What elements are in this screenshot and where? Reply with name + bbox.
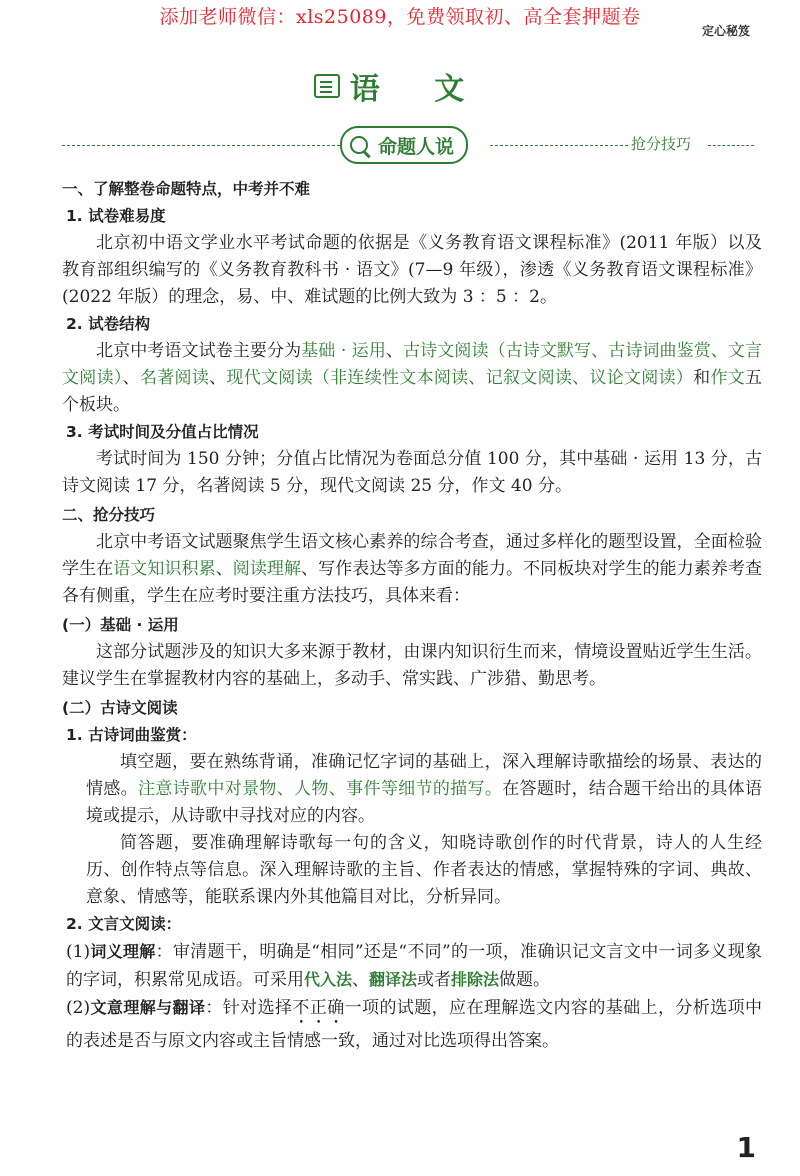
corner-label: 定心秘笈 [701, 24, 750, 38]
term: 文意理解与翻译 [90, 998, 206, 1017]
page-title-wrap [0, 64, 800, 108]
term: 词义理解 [90, 942, 156, 961]
list-item [62, 994, 762, 1055]
section-heading: 1. 古诗词曲鉴赏： [66, 726, 197, 744]
subject-title: 语 文 [349, 72, 487, 107]
text-run: 在答题时，结合题干给出的具体语境或提示，从诗歌中寻找对应的内容。 [86, 779, 763, 826]
section-rule-left [62, 145, 340, 146]
section-heading: 2. 文言文阅读： [66, 915, 182, 933]
highlight-text: 古诗文阅读（古诗文默写、古诗词曲鉴赏、文言文阅读） [62, 341, 763, 388]
page-number: 1 [736, 1131, 756, 1164]
section-heading: 2. 试卷结构 [66, 315, 151, 333]
text-run: 一项的试题，应在理解选文内容的基础上，分析选项中的表述是否与原文内容或主旨情感一致，通过对比选项得出答案。 [66, 998, 763, 1051]
subsection-heading: (一）基础 · 运用 [62, 616, 179, 634]
promo-banner: 添加老师微信：xls25089，免费领取初、高全套押题卷 [159, 6, 641, 28]
text-run: 、 [385, 341, 404, 361]
text-run: 五个板块。 [62, 368, 763, 415]
section-rule-right [708, 145, 754, 146]
emphasis-text: 不正确 [292, 998, 345, 1018]
part2-heading: 二、抢分技巧 [62, 506, 156, 524]
paragraph [62, 529, 762, 610]
highlight-text: 作文 [710, 368, 746, 388]
paragraph [62, 749, 762, 830]
text-run: 填空题，要在熟练背诵，准确记忆字词的基础上，深入理解诗歌描绘的场景、表达的情感。 [86, 752, 762, 799]
highlight-text: 排除法 [451, 970, 500, 989]
highlight-text: 阅读理解 [232, 559, 302, 579]
section-badge-label: 命题人说 [378, 135, 455, 158]
highlight-text: 基础 · 运用 [301, 341, 386, 361]
item-number: (1) [66, 942, 91, 962]
text-run: 或者 [417, 970, 452, 990]
item-number: (2) [66, 998, 91, 1018]
highlight-text: 语文知识积累 [113, 559, 216, 579]
highlight-text: 注意诗歌中对景物、人物、事件等细节的描写。 [138, 779, 503, 799]
part1-heading: 一、了解整卷命题特点，中考并不难 [62, 180, 311, 198]
paragraph: 北京初中语文学业水平考试命题的依据是《义务教育语文课程标准》(2011 年版）以及教育部组织编写的《义务教育教科书 · 语文》(7—9 年级），渗透《义务教育语文课程标准》(2022 年版）的理念，易、中、难试题的比例大致为 3 ：5 ：2。 [62, 233, 762, 307]
subsection-heading: (二）古诗文阅读 [62, 699, 178, 717]
highlight-text: 名著阅读 [139, 368, 210, 388]
text-run: 、 [215, 559, 233, 579]
text-run: 、写作表达等多方面的能力。不同板块对学生的能力素养考查各有侧重，学生在应考时要注重方法技巧，具体来看： [62, 559, 763, 606]
section-tag: 抢分技巧 [631, 135, 692, 153]
page-title [314, 64, 486, 108]
highlight-text: 翻译法 [369, 970, 418, 989]
paragraph: 这部分试题涉及的知识大多来源于教材，由课内知识衍生而来，情境设置贴近学生生活。建议学生在掌握教材内容的基础上，多动手、常实践、广涉猎、勤思考。 [62, 642, 762, 689]
section-rule-middle [490, 145, 628, 146]
book-icon [314, 74, 340, 98]
highlight-text: 现代文阅读（非连续性文本阅读、记叙文阅读、议论文阅读） [226, 368, 694, 388]
text-run: 北京中考语文试卷主要分为 [96, 341, 302, 361]
list-item [62, 938, 762, 994]
paragraph: 简答题，要准确理解诗歌每一句的含义，知晓诗歌创作的时代背景，诗人的人生经历、创作特点等信息。深入理解诗歌的主旨、作者表达的情感，掌握特殊的字词、典故、意象、情感等，能联系课内外其他篇目对比，分析异同。 [86, 833, 762, 907]
section-heading: 3. 考试时间及分值占比情况 [66, 423, 259, 441]
paragraph [62, 338, 762, 419]
section-heading: 1. 试卷难易度 [66, 207, 166, 225]
paragraph: 考试时间为 150 分钟；分值占比情况为卷面总分值 100 分，其中基础 · 运用 13 分，古诗文阅读 17 分，名著阅读 5 分，现代文阅读 25 分，作文 40 分。 [62, 449, 762, 496]
text-run: 北京中考语文试题聚焦学生语文核心素养的综合考查，通过多样化的题型设置，全面检验学生在 [62, 532, 762, 579]
article-body [62, 174, 762, 1055]
text-run: 、 [122, 368, 140, 388]
highlight-text: 代入法 [304, 970, 353, 989]
section-badge [340, 126, 468, 164]
magnifier-icon [350, 136, 368, 154]
text-run: 做题。 [499, 970, 551, 990]
text-run: 和 [693, 368, 711, 388]
text-run: 、 [352, 970, 370, 990]
text-run: ：审清题干，明确是“相同”还是“不同”的一项，准确识记文言文中一词多义现象的字词，积累常见成语。可采用 [66, 942, 762, 990]
text-run: ：针对选择 [205, 998, 293, 1018]
text-run: 、 [209, 368, 227, 388]
